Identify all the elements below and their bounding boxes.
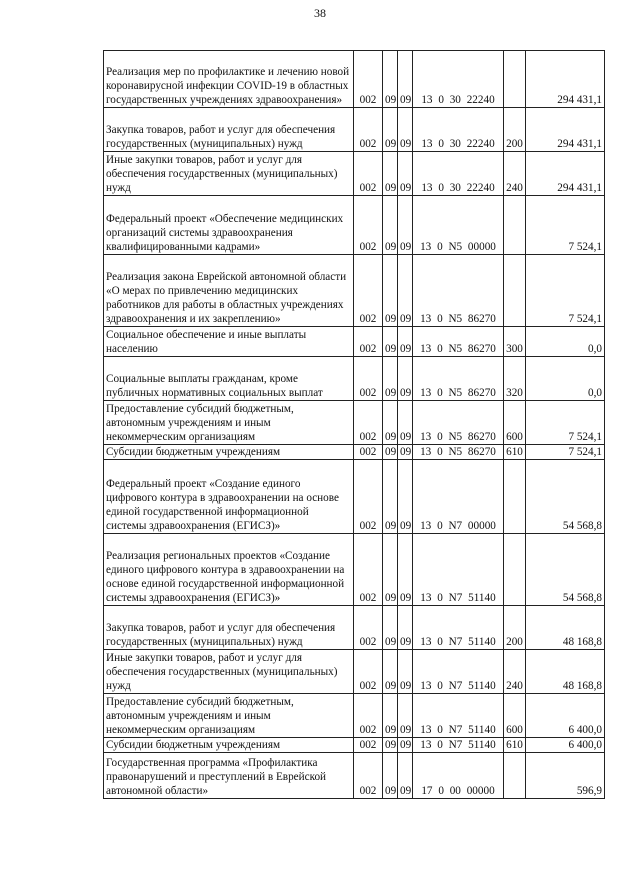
amount: 294 431,1 xyxy=(526,108,605,152)
amount: 48 168,8 xyxy=(526,606,605,650)
section-code: 09 xyxy=(383,401,398,445)
ministry-code: 002 xyxy=(354,694,383,738)
target-item-code: 13 0 30 22240 xyxy=(413,152,504,196)
ministry-code: 002 xyxy=(354,753,383,799)
ministry-code: 002 xyxy=(354,401,383,445)
row-name: Федеральный проект «Обеспечение медицинских организаций системы здравоохранения квалифицированными кадрами» xyxy=(104,196,354,255)
subsection-code: 09 xyxy=(398,534,413,606)
expense-type-code: 320 xyxy=(504,357,526,401)
expense-type-code: 240 xyxy=(504,152,526,196)
expense-type-code: 300 xyxy=(504,327,526,357)
amount: 596,9 xyxy=(526,753,605,799)
subsection-code: 09 xyxy=(398,738,413,753)
target-item-code: 13 0 N5 86270 xyxy=(413,445,504,460)
expense-type-code: 600 xyxy=(504,401,526,445)
section-code: 09 xyxy=(383,255,398,327)
ministry-code: 002 xyxy=(354,445,383,460)
target-item-code: 13 0 30 22240 xyxy=(413,108,504,152)
ministry-code: 002 xyxy=(354,534,383,606)
subsection-code: 09 xyxy=(398,357,413,401)
expense-type-code: 600 xyxy=(504,694,526,738)
amount: 294 431,1 xyxy=(526,152,605,196)
section-code: 09 xyxy=(383,445,398,460)
row-name: Федеральный проект «Создание единого цифрового контура в здравоохранении на основе единой государственной информационной системы здравоохранения (ЕГИСЗ)» xyxy=(104,460,354,534)
target-item-code: 13 0 N7 00000 xyxy=(413,460,504,534)
table-row xyxy=(104,534,605,606)
row-name: Субсидии бюджетным учреждениям xyxy=(104,738,354,753)
section-code: 09 xyxy=(383,694,398,738)
ministry-code: 002 xyxy=(354,650,383,694)
expense-type-code xyxy=(504,534,526,606)
row-name: Закупка товаров, работ и услуг для обеспечения государственных (муниципальных) нужд xyxy=(104,606,354,650)
subsection-code: 09 xyxy=(398,152,413,196)
ministry-code: 002 xyxy=(354,196,383,255)
subsection-code: 09 xyxy=(398,327,413,357)
ministry-code: 002 xyxy=(354,108,383,152)
amount: 7 524,1 xyxy=(526,255,605,327)
page-number: 38 xyxy=(314,6,326,20)
target-item-code: 13 0 N7 51140 xyxy=(413,650,504,694)
row-name: Закупка товаров, работ и услуг для обеспечения государственных (муниципальных) нужд xyxy=(104,108,354,152)
section-code: 09 xyxy=(383,108,398,152)
target-item-code: 13 0 N5 86270 xyxy=(413,255,504,327)
expense-type-code xyxy=(504,753,526,799)
section-code: 09 xyxy=(383,738,398,753)
subsection-code: 09 xyxy=(398,753,413,799)
expense-type-code: 240 xyxy=(504,650,526,694)
table-row xyxy=(104,51,605,108)
subsection-code: 09 xyxy=(398,108,413,152)
expense-type-code: 200 xyxy=(504,108,526,152)
ministry-code: 002 xyxy=(354,738,383,753)
subsection-code: 09 xyxy=(398,196,413,255)
table-row xyxy=(104,738,605,753)
subsection-code: 09 xyxy=(398,255,413,327)
section-code: 09 xyxy=(383,152,398,196)
row-name: Иные закупки товаров, работ и услуг для обеспечения государственных (муниципальных) нужд xyxy=(104,650,354,694)
table-row xyxy=(104,694,605,738)
budget-table-body xyxy=(104,51,605,799)
target-item-code: 13 0 N5 86270 xyxy=(413,327,504,357)
expense-type-code: 200 xyxy=(504,606,526,650)
amount: 294 431,1 xyxy=(526,51,605,108)
target-item-code: 13 0 N7 51140 xyxy=(413,738,504,753)
section-code: 09 xyxy=(383,606,398,650)
target-item-code: 13 0 N5 86270 xyxy=(413,401,504,445)
section-code: 09 xyxy=(383,196,398,255)
expense-type-code xyxy=(504,51,526,108)
budget-table xyxy=(103,50,605,799)
expense-type-code: 610 xyxy=(504,738,526,753)
table-row xyxy=(104,108,605,152)
target-item-code: 13 0 30 22240 xyxy=(413,51,504,108)
subsection-code: 09 xyxy=(398,51,413,108)
row-name: Реализация закона Еврейской автономной области «О мерах по привлечению медицинских работников для работы в областных учреждениях здравоохранения и их закреплению» xyxy=(104,255,354,327)
amount: 54 568,8 xyxy=(526,460,605,534)
expense-type-code xyxy=(504,460,526,534)
section-code: 09 xyxy=(383,357,398,401)
amount: 6 400,0 xyxy=(526,694,605,738)
table-row xyxy=(104,753,605,799)
table-row xyxy=(104,327,605,357)
table-row xyxy=(104,650,605,694)
ministry-code: 002 xyxy=(354,152,383,196)
target-item-code: 13 0 N5 86270 xyxy=(413,357,504,401)
row-name: Реализация региональных проектов «Создание единого цифрового контура в здравоохранении на основе единой государственной информационной системы здравоохранения (ЕГИСЗ)» xyxy=(104,534,354,606)
target-item-code: 17 0 00 00000 xyxy=(413,753,504,799)
subsection-code: 09 xyxy=(398,445,413,460)
ministry-code: 002 xyxy=(354,51,383,108)
section-code: 09 xyxy=(383,650,398,694)
amount: 7 524,1 xyxy=(526,401,605,445)
subsection-code: 09 xyxy=(398,650,413,694)
section-code: 09 xyxy=(383,460,398,534)
table-row xyxy=(104,445,605,460)
row-name: Иные закупки товаров, работ и услуг для обеспечения государственных (муниципальных) нужд xyxy=(104,152,354,196)
row-name: Предоставление субсидий бюджетным, автономным учреждениям и иным некоммерческим организациям xyxy=(104,694,354,738)
ministry-code: 002 xyxy=(354,255,383,327)
row-name: Государственная программа «Профилактика правонарушений и преступлений в Еврейской автономной области» xyxy=(104,753,354,799)
row-name: Реализация мер по профилактике и лечению новой коронавирусной инфекции COVID-19 в областных государственных учреждениях здравоохранения» xyxy=(104,51,354,108)
subsection-code: 09 xyxy=(398,460,413,534)
row-name: Социальное обеспечение и иные выплаты населению xyxy=(104,327,354,357)
row-name: Предоставление субсидий бюджетным, автономным учреждениям и иным некоммерческим организациям xyxy=(104,401,354,445)
target-item-code: 13 0 N7 51140 xyxy=(413,694,504,738)
target-item-code: 13 0 N5 00000 xyxy=(413,196,504,255)
amount: 0,0 xyxy=(526,327,605,357)
section-code: 09 xyxy=(383,327,398,357)
amount: 6 400,0 xyxy=(526,738,605,753)
ministry-code: 002 xyxy=(354,606,383,650)
subsection-code: 09 xyxy=(398,606,413,650)
table-row xyxy=(104,255,605,327)
amount: 7 524,1 xyxy=(526,196,605,255)
ministry-code: 002 xyxy=(354,460,383,534)
table-row xyxy=(104,401,605,445)
expense-type-code: 610 xyxy=(504,445,526,460)
ministry-code: 002 xyxy=(354,357,383,401)
section-code: 09 xyxy=(383,753,398,799)
amount: 7 524,1 xyxy=(526,445,605,460)
section-code: 09 xyxy=(383,534,398,606)
expense-type-code xyxy=(504,196,526,255)
target-item-code: 13 0 N7 51140 xyxy=(413,606,504,650)
table-row xyxy=(104,606,605,650)
table-row xyxy=(104,152,605,196)
subsection-code: 09 xyxy=(398,694,413,738)
table-row xyxy=(104,357,605,401)
expense-type-code xyxy=(504,255,526,327)
table-row xyxy=(104,196,605,255)
subsection-code: 09 xyxy=(398,401,413,445)
amount: 48 168,8 xyxy=(526,650,605,694)
amount: 54 568,8 xyxy=(526,534,605,606)
row-name: Субсидии бюджетным учреждениям xyxy=(104,445,354,460)
section-code: 09 xyxy=(383,51,398,108)
table-row xyxy=(104,460,605,534)
target-item-code: 13 0 N7 51140 xyxy=(413,534,504,606)
ministry-code: 002 xyxy=(354,327,383,357)
row-name: Социальные выплаты гражданам, кроме публичных нормативных социальных выплат xyxy=(104,357,354,401)
amount: 0,0 xyxy=(526,357,605,401)
